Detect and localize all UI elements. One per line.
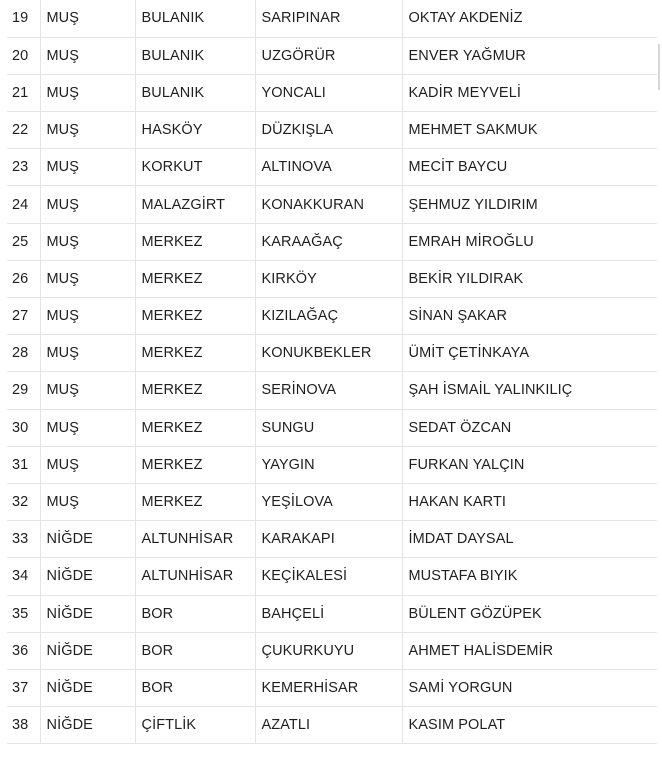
neighborhood-cell: YEŞİLOVA — [255, 483, 402, 520]
headman-name-cell: SAMİ YORGUN — [402, 669, 657, 706]
headman-name-cell: MEHMET SAKMUK — [402, 112, 657, 149]
table-row — [7, 707, 657, 744]
province-cell: MUŞ — [40, 298, 135, 335]
row-number-cell: 22 — [7, 112, 40, 149]
row-number-cell: 35 — [7, 595, 40, 632]
row-number-cell: 19 — [7, 0, 40, 37]
row-number-cell: 30 — [7, 409, 40, 446]
district-cell: MERKEZ — [135, 483, 255, 520]
district-cell: MERKEZ — [135, 372, 255, 409]
province-cell: MUŞ — [40, 186, 135, 223]
province-cell: NİĞDE — [40, 632, 135, 669]
neighborhood-cell: KONAKKURAN — [255, 186, 402, 223]
district-cell: MERKEZ — [135, 446, 255, 483]
table-row — [7, 446, 657, 483]
muhtar-table — [7, 0, 657, 744]
province-cell: NİĞDE — [40, 558, 135, 595]
headman-name-cell: İMDAT DAYSAL — [402, 521, 657, 558]
row-number-cell: 33 — [7, 521, 40, 558]
results-table-container — [7, 0, 657, 744]
headman-name-cell: MUSTAFA BIYIK — [402, 558, 657, 595]
province-cell: MUŞ — [40, 483, 135, 520]
province-cell: MUŞ — [40, 260, 135, 297]
table-row — [7, 0, 657, 37]
neighborhood-cell: KEÇİKALESİ — [255, 558, 402, 595]
table-row — [7, 372, 657, 409]
headman-name-cell: BÜLENT GÖZÜPEK — [402, 595, 657, 632]
province-cell: MUŞ — [40, 0, 135, 37]
table-row — [7, 298, 657, 335]
headman-name-cell: AHMET HALİSDEMİR — [402, 632, 657, 669]
headman-name-cell: KADİR MEYVELİ — [402, 74, 657, 111]
row-number-cell: 29 — [7, 372, 40, 409]
neighborhood-cell: DÜZKIŞLA — [255, 112, 402, 149]
row-number-cell: 31 — [7, 446, 40, 483]
headman-name-cell: KASIM POLAT — [402, 707, 657, 744]
scrollbar-thumb[interactable] — [658, 44, 660, 90]
neighborhood-cell: SUNGU — [255, 409, 402, 446]
table-row — [7, 112, 657, 149]
table-row — [7, 149, 657, 186]
table-row — [7, 632, 657, 669]
row-number-cell: 27 — [7, 298, 40, 335]
province-cell: MUŞ — [40, 446, 135, 483]
neighborhood-cell: KARAKAPI — [255, 521, 402, 558]
province-cell: MUŞ — [40, 112, 135, 149]
neighborhood-cell: KARAAĞAÇ — [255, 223, 402, 260]
table-row — [7, 223, 657, 260]
headman-name-cell: OKTAY AKDENİZ — [402, 0, 657, 37]
neighborhood-cell: YONCALI — [255, 74, 402, 111]
headman-name-cell: ŞAH İSMAİL YALINKILIÇ — [402, 372, 657, 409]
district-cell: MERKEZ — [135, 223, 255, 260]
province-cell: MUŞ — [40, 372, 135, 409]
district-cell: MERKEZ — [135, 298, 255, 335]
row-number-cell: 21 — [7, 74, 40, 111]
headman-name-cell: FURKAN YALÇIN — [402, 446, 657, 483]
neighborhood-cell: SARIPINAR — [255, 0, 402, 37]
province-cell: MUŞ — [40, 223, 135, 260]
row-number-cell: 28 — [7, 335, 40, 372]
province-cell: MUŞ — [40, 74, 135, 111]
neighborhood-cell: KIRKÖY — [255, 260, 402, 297]
headman-name-cell: EMRAH MİROĞLU — [402, 223, 657, 260]
row-number-cell: 38 — [7, 707, 40, 744]
province-cell: MUŞ — [40, 409, 135, 446]
headman-name-cell: SEDAT ÖZCAN — [402, 409, 657, 446]
headman-name-cell: ŞEHMUZ YILDIRIM — [402, 186, 657, 223]
neighborhood-cell: YAYGIN — [255, 446, 402, 483]
headman-name-cell: ÜMİT ÇETİNKAYA — [402, 335, 657, 372]
row-number-cell: 32 — [7, 483, 40, 520]
headman-name-cell: ENVER YAĞMUR — [402, 37, 657, 74]
table-row — [7, 37, 657, 74]
neighborhood-cell: SERİNOVA — [255, 372, 402, 409]
table-row — [7, 521, 657, 558]
neighborhood-cell: BAHÇELİ — [255, 595, 402, 632]
province-cell: NİĞDE — [40, 669, 135, 706]
table-row — [7, 595, 657, 632]
neighborhood-cell: KEMERHİSAR — [255, 669, 402, 706]
headman-name-cell: SİNAN ŞAKAR — [402, 298, 657, 335]
province-cell: MUŞ — [40, 149, 135, 186]
table-row — [7, 74, 657, 111]
table-row — [7, 335, 657, 372]
neighborhood-cell: ÇUKURKUYU — [255, 632, 402, 669]
row-number-cell: 23 — [7, 149, 40, 186]
row-number-cell: 26 — [7, 260, 40, 297]
province-cell: NİĞDE — [40, 595, 135, 632]
table-row — [7, 669, 657, 706]
headman-name-cell: BEKİR YILDIRAK — [402, 260, 657, 297]
district-cell: ÇİFTLİK — [135, 707, 255, 744]
headman-name-cell: HAKAN KARTI — [402, 483, 657, 520]
neighborhood-cell: UZGÖRÜR — [255, 37, 402, 74]
table-body — [7, 0, 657, 744]
row-number-cell: 36 — [7, 632, 40, 669]
headman-name-cell: MECİT BAYCU — [402, 149, 657, 186]
neighborhood-cell: KONUKBEKLER — [255, 335, 402, 372]
district-cell: BOR — [135, 669, 255, 706]
table-row — [7, 558, 657, 595]
row-number-cell: 34 — [7, 558, 40, 595]
row-number-cell: 25 — [7, 223, 40, 260]
district-cell: BULANIK — [135, 74, 255, 111]
table-row — [7, 409, 657, 446]
district-cell: ALTUNHİSAR — [135, 521, 255, 558]
district-cell: BOR — [135, 632, 255, 669]
row-number-cell: 24 — [7, 186, 40, 223]
district-cell: KORKUT — [135, 149, 255, 186]
district-cell: MERKEZ — [135, 335, 255, 372]
district-cell: MERKEZ — [135, 409, 255, 446]
province-cell: MUŞ — [40, 335, 135, 372]
table-row — [7, 186, 657, 223]
neighborhood-cell: KIZILAĞAÇ — [255, 298, 402, 335]
district-cell: MERKEZ — [135, 260, 255, 297]
district-cell: HASKÖY — [135, 112, 255, 149]
district-cell: BOR — [135, 595, 255, 632]
district-cell: ALTUNHİSAR — [135, 558, 255, 595]
province-cell: NİĞDE — [40, 707, 135, 744]
province-cell: MUŞ — [40, 37, 135, 74]
table-row — [7, 483, 657, 520]
province-cell: NİĞDE — [40, 521, 135, 558]
table-row — [7, 260, 657, 297]
district-cell: BULANIK — [135, 0, 255, 37]
district-cell: BULANIK — [135, 37, 255, 74]
row-number-cell: 20 — [7, 37, 40, 74]
neighborhood-cell: AZATLI — [255, 707, 402, 744]
row-number-cell: 37 — [7, 669, 40, 706]
neighborhood-cell: ALTINOVA — [255, 149, 402, 186]
district-cell: MALAZGİRT — [135, 186, 255, 223]
